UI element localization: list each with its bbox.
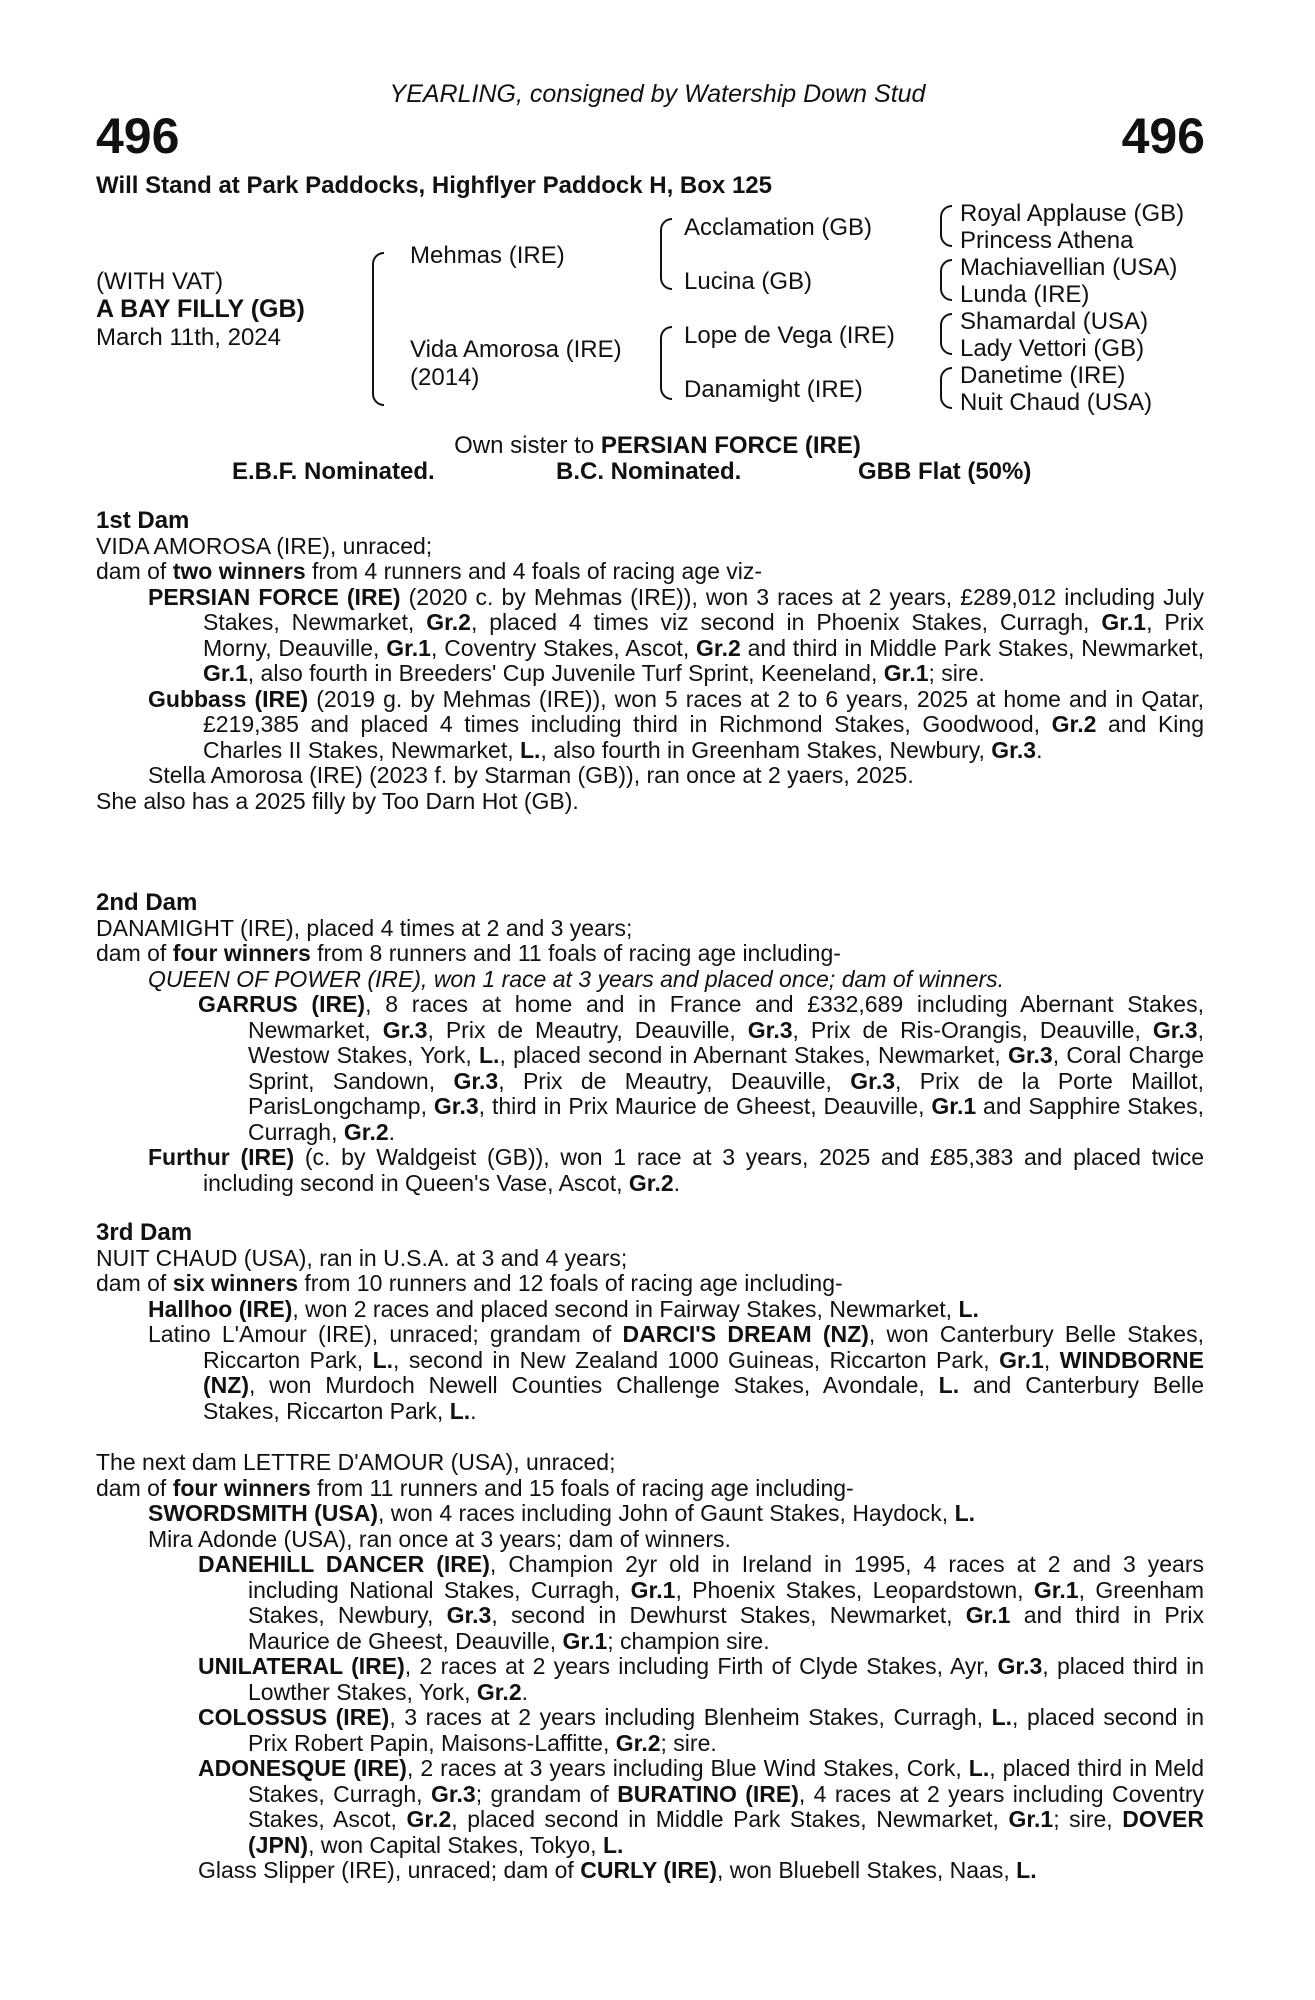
produce-entry-persian-force: PERSIAN FORCE (IRE) (2020 c. by Mehmas (IRE)), won 3 races at 2 years, £289,012 including July Stakes, Newmarket, Gr.2, placed 4 times viz second in Phoenix Stakes, Curragh, Gr.1, Prix Morny, Deauville, Gr.1, Coventry Stakes, Ascot, Gr.2 and third in Middle Park Stakes, Newmarket, Gr.1, also fourth in Breeders' Cup Juvenile Turf Sprint, Keeneland, Gr.1; sire. bbox=[148, 583, 1205, 686]
produce-entry-mira-adonde: Mira Adonde (USA), ran once at 3 years; dam of winners. bbox=[148, 1525, 731, 1552]
gen3-1: Royal Applause (GB) bbox=[960, 200, 1185, 227]
pedigree-brace-sire bbox=[660, 218, 672, 290]
own-sister-name: PERSIAN FORCE (IRE) bbox=[600, 432, 861, 459]
own-sister-line: Own sister to PERSIAN FORCE (IRE) bbox=[454, 432, 861, 459]
gen3-6: Lady Vettori (GB) bbox=[960, 335, 1145, 362]
dam-dam: Danamight (IRE) bbox=[684, 376, 863, 403]
third-dam-line: NUIT CHAUD (USA), ran in U.S.A. at 3 and 4 years; bbox=[96, 1244, 628, 1271]
produce-entry-glass-slipper: Glass Slipper (IRE), unraced; dam of CURLY (IRE), won Bluebell Stakes, Naas, L. bbox=[198, 1857, 1037, 1883]
pedigree-brace-g3d bbox=[940, 367, 952, 409]
produce-entry-hallhoo: Hallhoo (IRE), won 2 races and placed second in Fairway Stakes, Newmarket, L. bbox=[148, 1295, 979, 1322]
gen3-5: Shamardal (USA) bbox=[960, 308, 1149, 335]
sire-sire: Acclamation (GB) bbox=[684, 214, 873, 241]
pedigree-brace-g3b bbox=[940, 259, 952, 301]
produce-entry-queen-of-power: QUEEN OF POWER (IRE), won 1 race at 3 years and placed once; dam of winners. bbox=[148, 965, 1005, 992]
ebf-nomination: E.B.F. Nominated. bbox=[232, 458, 435, 485]
gen3-3: Machiavellian (USA) bbox=[960, 254, 1178, 281]
second-dam-produce-summary: dam of four winners from 8 runners and 11 foals of racing age including- bbox=[96, 940, 841, 966]
second-dam-section bbox=[96, 890, 1204, 1196]
pedigree-brace-g3a bbox=[940, 205, 952, 247]
first-dam-also-has: She also has a 2025 filly by Too Darn Hot (GB). bbox=[96, 787, 579, 814]
gen3-8: Nuit Chaud (USA) bbox=[960, 389, 1153, 416]
dam-year: (2014) bbox=[410, 364, 480, 391]
gen3-7: Danetime (IRE) bbox=[960, 362, 1126, 389]
produce-entry-adonesque: ADONESQUE (IRE), 2 races at 3 years including Blue Wind Stakes, Cork, L., placed third in Meld Stakes, Curragh, Gr.3; grandam of BURATINO (IRE), 4 races at 2 years including Coventry Stakes, Ascot, Gr.2, placed second in Middle Park Stakes, Newmarket, Gr.1; sire, DOVER (JPN), won Capital Stakes, Tokyo, L. bbox=[198, 1755, 1204, 1858]
lot-number-right: 496 bbox=[1121, 108, 1205, 164]
foaling-date: March 11th, 2024 bbox=[96, 324, 282, 351]
third-dam-produce-summary: dam of six winners from 10 runners and 12 foals of racing age including- bbox=[96, 1270, 843, 1296]
gen3-4: Lunda (IRE) bbox=[960, 281, 1090, 308]
produce-entry-stella: Stella Amorosa (IRE) (2023 f. by Starman (GB)), ran once at 2 yaers, 2025. bbox=[148, 762, 914, 788]
produce-entry-swordsmith: SWORDSMITH (USA), won 4 races including John of Gaunt Stakes, Haydock, L. bbox=[148, 1500, 976, 1526]
gen3-2: Princess Athena bbox=[960, 227, 1134, 254]
first-dam-produce-summary: dam of two winners from 4 runners and 4 foals of racing age viz- bbox=[96, 558, 763, 584]
stand-location: Will Stand at Park Paddocks, Highflyer Paddock H, Box 125 bbox=[96, 172, 772, 199]
third-dam-heading: 3rd Dam bbox=[96, 1219, 193, 1246]
produce-entry-danehill-dancer: DANEHILL DANCER (IRE), Champion 2yr old in Ireland in 1995, 4 races at 2 and 3 years including National Stakes, Curragh, Gr.1, Phoenix Stakes, Leopardstown, Gr.1, Greenham Stakes, Newbury, Gr.3, second in Dewhurst Stakes, Newmarket, Gr.1 and third in Prix Maurice de Gheest, Deauville, Gr.1; champion sire. bbox=[198, 1551, 1204, 1654]
sire-dam: Lucina (GB) bbox=[684, 268, 813, 295]
second-dam-line: DANAMIGHT (IRE), placed 4 times at 2 and 3 years; bbox=[96, 914, 633, 941]
second-dam-heading: 2nd Dam bbox=[96, 889, 198, 916]
bc-nomination: B.C. Nominated. bbox=[556, 458, 742, 485]
next-dam-produce-summary: dam of four winners from 11 runners and 15 foals of racing age including- bbox=[96, 1474, 854, 1501]
next-dam-line: The next dam LETTRE D'AMOUR (USA), unraced; bbox=[96, 1449, 616, 1475]
produce-entry-garrus: GARRUS (IRE), 8 races at home and in France and £332,689 including Abernant Stakes, Newmarket, Gr.3, Prix de Meautry, Deauville, Gr.3, Prix de Ris-Orangis, Deauville, Gr.3, Westow Stakes, York, L., placed second in Abernant Stakes, Newmarket, Gr.3, Coral Charge Sprint, Sandown, Gr.3, Prix de Meautry, Deauville, Gr.3, Prix de la Porte Maillot, ParisLongchamp, Gr.3, third in Prix Maurice de Gheest, Deauville, Gr.1 and Sapphire Stakes, Curragh, Gr.2. bbox=[198, 991, 1205, 1145]
consignment-line: YEARLING, consigned by Watership Down Stud bbox=[389, 80, 926, 108]
sire-name: Mehmas (IRE) bbox=[410, 242, 565, 269]
pedigree-brace-g3c bbox=[940, 313, 952, 355]
lot-number-left: 496 bbox=[96, 108, 180, 164]
pedigree-brace-gen1 bbox=[372, 252, 384, 406]
first-dam-line: VIDA AMOROSA (IRE), unraced; bbox=[96, 532, 433, 559]
vat-label: (WITH VAT) bbox=[96, 268, 224, 295]
dam-name: Vida Amorosa (IRE) bbox=[410, 336, 622, 363]
first-dam-heading: 1st Dam bbox=[96, 507, 190, 534]
produce-entry-furthur: Furthur (IRE) (c. by Waldgeist (GB)), won 1 race at 3 years, 2025 and £85,383 and placed twice including second in Queen's Vase, Ascot, Gr.2. bbox=[148, 1144, 1204, 1196]
first-dam-section bbox=[96, 508, 1204, 814]
produce-entry-latino-lamour: Latino L'Amour (IRE), unraced; grandam of DARCI'S DREAM (NZ), won Canterbury Belle Stakes, Riccarton Park, L., second in New Zealand 1000 Guineas, Riccarton Park, Gr.1, WINDBORNE (NZ), won Murdoch Newell Counties Challenge Stakes, Avondale, L. and Canterbury Belle Stakes, Riccarton Park, L.. bbox=[148, 1321, 1205, 1424]
produce-entry-colossus: COLOSSUS (IRE), 3 races at 2 years including Blenheim Stakes, Curragh, L., placed second in Prix Robert Papin, Maisons-Laffitte, Gr.2; sire. bbox=[198, 1704, 1204, 1756]
produce-entry-unilateral: UNILATERAL (IRE), 2 races at 2 years including Firth of Clyde Stakes, Ayr, Gr.3, placed third in Lowther Stakes, York, Gr.2. bbox=[198, 1653, 1205, 1705]
gbb-flat: GBB Flat (50%) bbox=[858, 458, 1032, 485]
next-dam-section bbox=[96, 1450, 1204, 1884]
horse-name: A BAY FILLY (GB) bbox=[96, 295, 305, 323]
produce-entry-gubbass: Gubbass (IRE) (2019 g. by Mehmas (IRE)), won 5 races at 2 to 6 years, 2025 at home and in Qatar, £219,385 and placed 4 times including third in Richmond Stakes, Goodwood, Gr.2 and King Charles II Stakes, Newmarket, L., also fourth in Greenham Stakes, Newbury, Gr.3. bbox=[148, 685, 1205, 763]
pedigree-brace-dam bbox=[660, 326, 672, 400]
third-dam-section bbox=[96, 1220, 1204, 1424]
dam-sire: Lope de Vega (IRE) bbox=[684, 322, 895, 349]
